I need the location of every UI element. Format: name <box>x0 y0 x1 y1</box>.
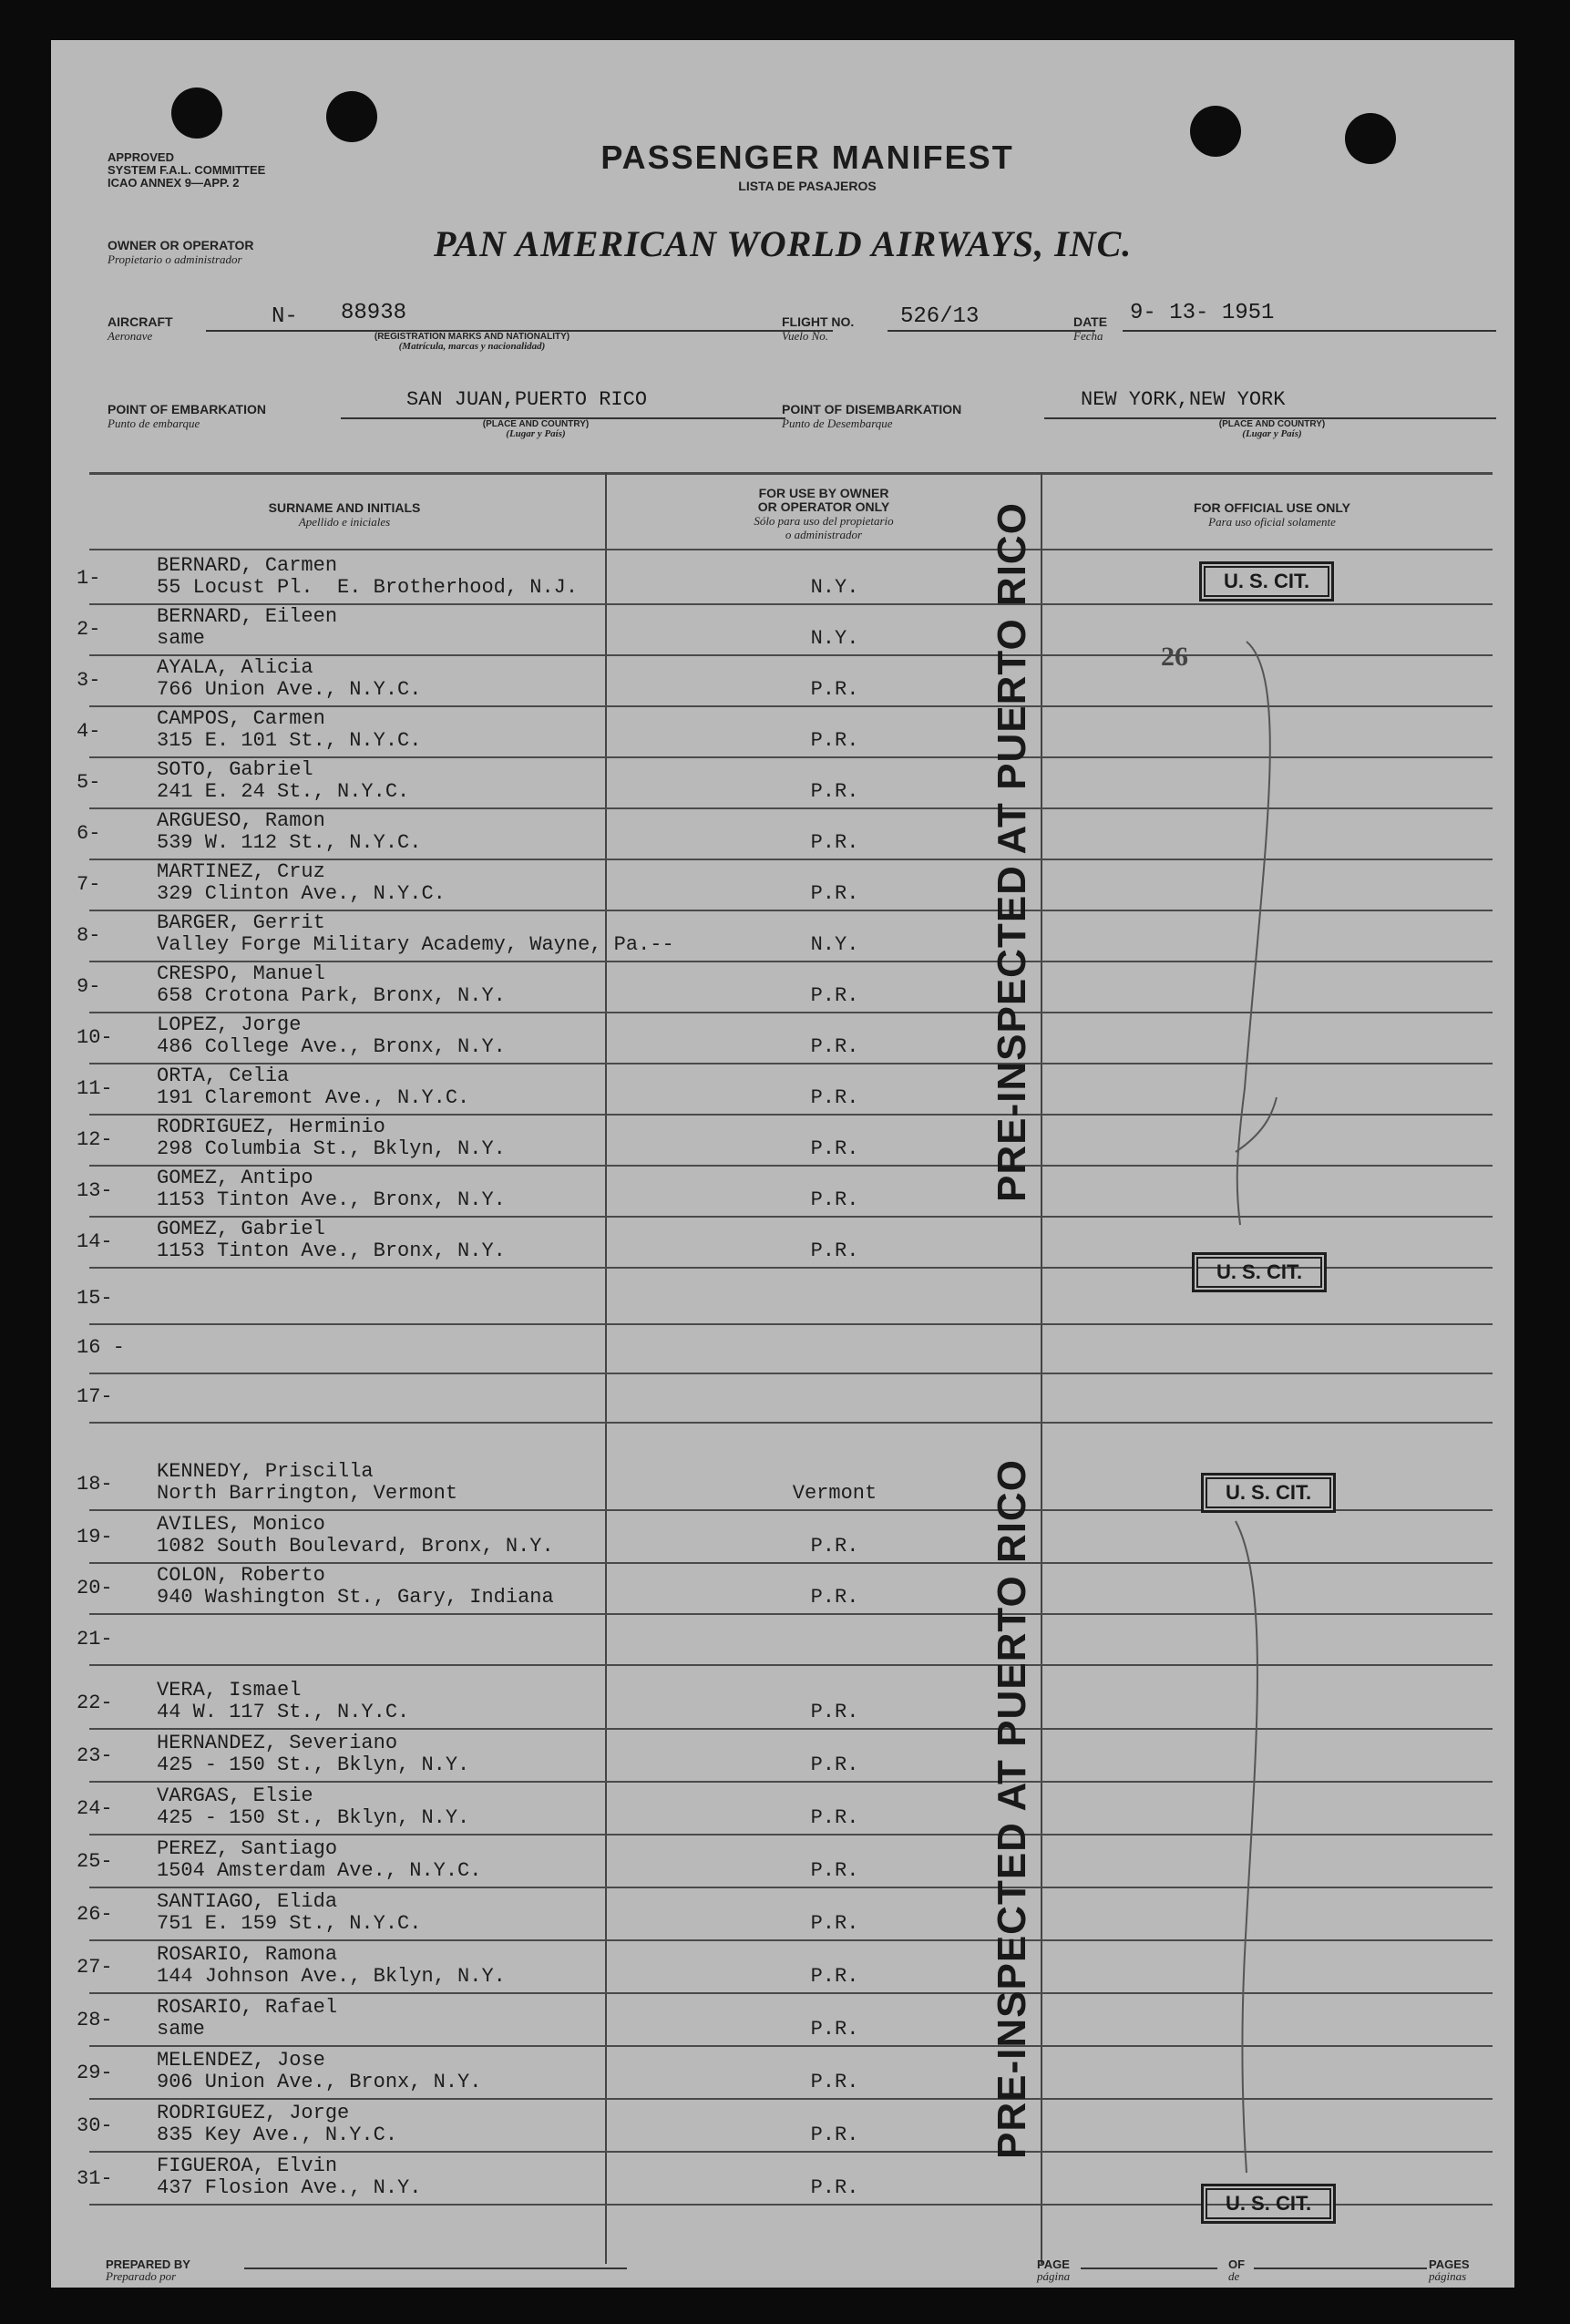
passenger-address: 425 - 150 St., Bklyn, N.Y. <box>157 1806 470 1829</box>
row-number: 13- <box>77 1179 113 1202</box>
passenger-address: 44 W. 117 St., N.Y.C. <box>157 1701 410 1723</box>
passenger-name: ROSARIO, Rafael <box>157 1996 338 2019</box>
passenger-name: VARGAS, Elsie <box>157 1784 313 1807</box>
passenger-destination: Vermont <box>792 1482 877 1505</box>
disembarkation-caption: (PLACE AND COUNTRY) (Lugar y País) <box>1218 419 1326 439</box>
passenger-address: 315 E. 101 St., N.Y.C. <box>157 729 422 752</box>
table-row <box>51 658 1514 709</box>
official-use-column-header: FOR OFFICIAL USE ONLY Para uso oficial solamente <box>1194 500 1350 529</box>
passenger-destination: P.R. <box>810 1912 859 1935</box>
passenger-address: 437 Flosion Ave., N.Y. <box>157 2176 422 2199</box>
passenger-address: 298 Columbia St., Bklyn, N.Y. <box>157 1137 506 1160</box>
row-number: 21- <box>77 1628 113 1650</box>
row-number: 10- <box>77 1026 113 1049</box>
row-rule <box>89 1664 1493 1666</box>
table-row <box>51 1945 1514 1996</box>
row-number: 9- <box>77 975 101 998</box>
aircraft-value: 88938 <box>341 301 407 325</box>
passenger-name: ORTA, Celia <box>157 1064 290 1087</box>
passenger-destination: P.R. <box>810 1753 859 1776</box>
table-row <box>51 1374 1514 1425</box>
passenger-address: 940 Washington St., Gary, Indiana <box>157 1586 554 1609</box>
passenger-name: CAMPOS, Carmen <box>157 707 325 730</box>
passenger-destination: P.R. <box>810 1965 859 1988</box>
row-rule <box>89 1613 1493 1615</box>
company-name: PAN AMERICAN WORLD AIRWAYS, INC. <box>434 223 1133 264</box>
table-row <box>51 1117 1514 1168</box>
passenger-name: SOTO, Gabriel <box>157 758 313 781</box>
surname-column-header: SURNAME AND INITIALS Apellido e iniciales <box>268 500 421 529</box>
row-number: 19- <box>77 1526 113 1548</box>
header-bottom-rule <box>89 549 1493 550</box>
passenger-destination: P.R. <box>810 1137 859 1160</box>
row-rule <box>89 1728 1493 1730</box>
row-number: 2- <box>77 618 101 641</box>
passenger-destination: P.R. <box>810 1701 859 1723</box>
passenger-destination: P.R. <box>810 2176 859 2199</box>
passenger-destination: P.R. <box>810 678 859 701</box>
row-number: 22- <box>77 1692 113 1714</box>
owner-label: OWNER OR OPERATOR Propietario o administrador <box>108 238 254 266</box>
row-number: 17- <box>77 1385 113 1408</box>
row-number: 25- <box>77 1850 113 1873</box>
owner-use-column-header: FOR USE BY OWNER OR OPERATOR ONLY Sólo para uso del propietario o administrador <box>754 486 894 541</box>
row-rule <box>89 2098 1493 2100</box>
passenger-address: 1082 South Boulevard, Bronx, N.Y. <box>157 1535 554 1558</box>
page-subtitle: LISTA DE PASAJEROS <box>738 179 877 193</box>
row-number: 15- <box>77 1287 113 1310</box>
passenger-name: GOMEZ, Antipo <box>157 1167 313 1189</box>
passenger-name: BERNARD, Carmen <box>157 554 338 577</box>
pages-label: PAGES páginas <box>1429 2257 1470 2283</box>
row-rule <box>89 1992 1493 1994</box>
passenger-name: RODRIGUEZ, Jorge <box>157 2102 350 2124</box>
punch-hole <box>1345 113 1396 164</box>
aircraft-label: AIRCRAFT Aeronave <box>108 314 173 343</box>
passenger-name: RODRIGUEZ, Herminio <box>157 1116 385 1138</box>
passenger-name: ARGUESO, Ramon <box>157 809 325 832</box>
passenger-destination: P.R. <box>810 1188 859 1211</box>
row-number: 31- <box>77 2167 113 2190</box>
passenger-destination: N.Y. <box>810 627 859 650</box>
passenger-name: LOPEZ, Jorge <box>157 1013 302 1036</box>
row-rule <box>89 1939 1493 1941</box>
row-number: 28- <box>77 2009 113 2031</box>
passenger-destination: P.R. <box>810 984 859 1007</box>
passenger-destination: P.R. <box>810 1086 859 1109</box>
passenger-destination: P.R. <box>810 1806 859 1829</box>
passenger-address: 241 E. 24 St., N.Y.C. <box>157 780 410 803</box>
passenger-address: 425 - 150 St., Bklyn, N.Y. <box>157 1753 470 1776</box>
table-row <box>51 1515 1514 1566</box>
passenger-name: MELENDEZ, Jose <box>157 2049 325 2072</box>
row-number: 8- <box>77 924 101 947</box>
row-number: 16 - <box>77 1336 125 1359</box>
table-row <box>51 760 1514 811</box>
punch-hole <box>326 91 377 142</box>
passenger-destination: N.Y. <box>810 933 859 956</box>
date-value: 9- 13- 1951 <box>1130 301 1275 325</box>
us-cit-stamp: U. S. CIT. <box>1201 1473 1336 1513</box>
embarkation-value: SAN JUAN,PUERTO RICO <box>406 388 648 411</box>
disembarkation-value: NEW YORK,NEW YORK <box>1081 388 1286 411</box>
punch-hole <box>1190 106 1241 157</box>
passenger-destination: P.R. <box>810 2071 859 2093</box>
aircraft-field <box>206 306 833 332</box>
passenger-destination: P.R. <box>810 2123 859 2146</box>
table-row <box>51 709 1514 760</box>
passenger-name: PEREZ, Santiago <box>157 1837 338 1860</box>
pre-inspected-stamp: PRE-INSPECTED AT PUERTO RICO <box>990 502 1034 1202</box>
flight-label: FLIGHT NO. Vuelo No. <box>782 314 855 343</box>
passenger-address: 906 Union Ave., Bronx, N.Y. <box>157 2071 482 2093</box>
table-row <box>51 1015 1514 1066</box>
flight-value: 526/13 <box>900 304 980 329</box>
passenger-destination: P.R. <box>810 1859 859 1882</box>
row-number: 24- <box>77 1797 113 1820</box>
page-field <box>1081 2249 1217 2269</box>
passenger-destination: P.R. <box>810 1035 859 1058</box>
row-number: 4- <box>77 720 101 743</box>
disembarkation-label: POINT OF DISEMBARKATION Punto de Desembarque <box>782 402 962 430</box>
passenger-name: AVILES, Monico <box>157 1513 325 1536</box>
passenger-destination: P.R. <box>810 831 859 854</box>
passenger-address: 751 E. 159 St., N.Y.C. <box>157 1912 422 1935</box>
passenger-name: FIGUEROA, Elvin <box>157 2154 338 2177</box>
row-rule <box>89 2045 1493 2047</box>
table-top-rule <box>89 472 1493 475</box>
passenger-destination: P.R. <box>810 882 859 905</box>
passenger-address: 1153 Tinton Ave., Bronx, N.Y. <box>157 1239 506 1262</box>
passenger-name: ROSARIO, Ramona <box>157 1943 338 1966</box>
passenger-destination: P.R. <box>810 780 859 803</box>
aircraft-caption: (REGISTRATION MARKS AND NATIONALITY) (Matrícula, marcas y nacionalidad) <box>374 332 570 352</box>
row-number: 18- <box>77 1473 113 1496</box>
embarkation-caption: (PLACE AND COUNTRY) (Lugar y País) <box>482 419 590 439</box>
row-rule <box>89 1887 1493 1888</box>
table-row <box>51 1168 1514 1219</box>
approval-block <box>108 151 265 190</box>
passenger-name: MARTINEZ, Cruz <box>157 860 325 883</box>
passenger-address: 766 Union Ave., N.Y.C. <box>157 678 422 701</box>
row-number: 6- <box>77 822 101 845</box>
table-row <box>51 1066 1514 1117</box>
row-number: 12- <box>77 1128 113 1151</box>
table-row <box>51 811 1514 862</box>
row-number: 27- <box>77 1956 113 1979</box>
passenger-name: VERA, Ismael <box>157 1679 302 1702</box>
of-field <box>1254 2249 1427 2269</box>
passenger-destination: P.R. <box>810 1586 859 1609</box>
table-row <box>51 1998 1514 2049</box>
passenger-address: 1153 Tinton Ave., Bronx, N.Y. <box>157 1188 506 1211</box>
handwritten-count: 26 <box>1161 642 1188 672</box>
table-row <box>51 1325 1514 1376</box>
pre-inspected-stamp: PRE-INSPECTED AT PUERTO RICO <box>990 1459 1034 2159</box>
us-cit-stamp: U. S. CIT. <box>1199 561 1334 602</box>
passenger-destination: P.R. <box>810 1239 859 1262</box>
embarkation-label: POINT OF EMBARKATION Punto de embarque <box>108 402 266 430</box>
row-rule <box>89 1422 1493 1424</box>
passenger-destination: P.R. <box>810 1535 859 1558</box>
passenger-destination: P.R. <box>810 2018 859 2041</box>
passenger-name: AYALA, Alicia <box>157 656 313 679</box>
table-row <box>51 1733 1514 1784</box>
row-number: 5- <box>77 771 101 794</box>
prepared-by-field <box>244 2249 627 2269</box>
page-label: PAGE página <box>1037 2257 1071 2283</box>
passenger-address: 835 Key Ave., N.Y.C. <box>157 2123 398 2146</box>
row-number: 14- <box>77 1230 113 1253</box>
table-row <box>51 1786 1514 1837</box>
table-row <box>51 607 1514 658</box>
passenger-name: KENNEDY, Priscilla <box>157 1460 374 1483</box>
table-row <box>51 2051 1514 2102</box>
table-row <box>51 862 1514 913</box>
row-number: 3- <box>77 669 101 692</box>
table-row <box>51 964 1514 1015</box>
row-number: 11- <box>77 1077 113 1100</box>
row-rule <box>89 1063 1493 1064</box>
punch-hole <box>171 87 222 139</box>
passenger-address: 486 College Ave., Bronx, N.Y. <box>157 1035 506 1058</box>
table-row <box>51 1617 1514 1668</box>
row-rule <box>89 1781 1493 1783</box>
passenger-destination: N.Y. <box>810 576 859 599</box>
passenger-destination: P.R. <box>810 729 859 752</box>
table-row <box>51 2103 1514 2154</box>
page-title: PASSENGER MANIFEST <box>600 139 1014 176</box>
row-number: 26- <box>77 1903 113 1926</box>
of-label: OF de <box>1228 2257 1246 2283</box>
passenger-name: CRESPO, Manuel <box>157 962 325 985</box>
row-number: 7- <box>77 873 101 896</box>
table-row <box>51 1566 1514 1617</box>
aircraft-prefix: N- <box>272 304 298 329</box>
row-number: 29- <box>77 2062 113 2084</box>
us-cit-stamp: U. S. CIT. <box>1192 1252 1327 1292</box>
row-rule <box>89 1834 1493 1836</box>
passenger-address: same <box>157 627 205 650</box>
date-label: DATE Fecha <box>1073 314 1108 343</box>
table-row <box>51 1681 1514 1732</box>
passenger-address: 191 Claremont Ave., N.Y.C. <box>157 1086 470 1109</box>
passenger-address: North Barrington, Vermont <box>157 1482 458 1505</box>
passenger-address: 539 W. 112 St., N.Y.C. <box>157 831 422 854</box>
approval-line: ICAO ANNEX 9—APP. 2 <box>108 176 240 190</box>
row-number: 30- <box>77 2114 113 2137</box>
passenger-name: HERNANDEZ, Severiano <box>157 1732 398 1754</box>
approval-line: APPROVED <box>108 150 174 164</box>
passenger-name: BERNARD, Eileen <box>157 605 338 628</box>
passenger-address: 1504 Amsterdam Ave., N.Y.C. <box>157 1859 482 1882</box>
approval-line: SYSTEM F.A.L. COMMITTEE <box>108 163 266 177</box>
passenger-name: GOMEZ, Gabriel <box>157 1218 325 1240</box>
table-row <box>51 1892 1514 1943</box>
passenger-address: 658 Crotona Park, Bronx, N.Y. <box>157 984 506 1007</box>
table-row <box>51 913 1514 964</box>
passenger-name: SANTIAGO, Elida <box>157 1890 338 1913</box>
prepared-by-label: PREPARED BY Preparado por <box>106 2257 190 2283</box>
row-number: 23- <box>77 1744 113 1767</box>
row-number: 1- <box>77 567 101 590</box>
us-cit-stamp: U. S. CIT. <box>1201 2184 1336 2224</box>
passenger-name: COLON, Roberto <box>157 1564 325 1587</box>
table-row <box>51 1839 1514 1890</box>
passenger-name: BARGER, Gerrit <box>157 911 325 934</box>
row-number: 20- <box>77 1577 113 1599</box>
passenger-address: 144 Johnson Ave., Bklyn, N.Y. <box>157 1965 506 1988</box>
passenger-address: 329 Clinton Ave., N.Y.C. <box>157 882 446 905</box>
manifest-sheet <box>51 40 1514 2288</box>
row-rule <box>89 2151 1493 2153</box>
passenger-address: same <box>157 2018 205 2041</box>
passenger-address: Valley Forge Military Academy, Wayne, Pa.-- <box>157 933 674 956</box>
passenger-address: 55 Locust Pl. E. Brotherhood, N.J. <box>157 576 579 599</box>
